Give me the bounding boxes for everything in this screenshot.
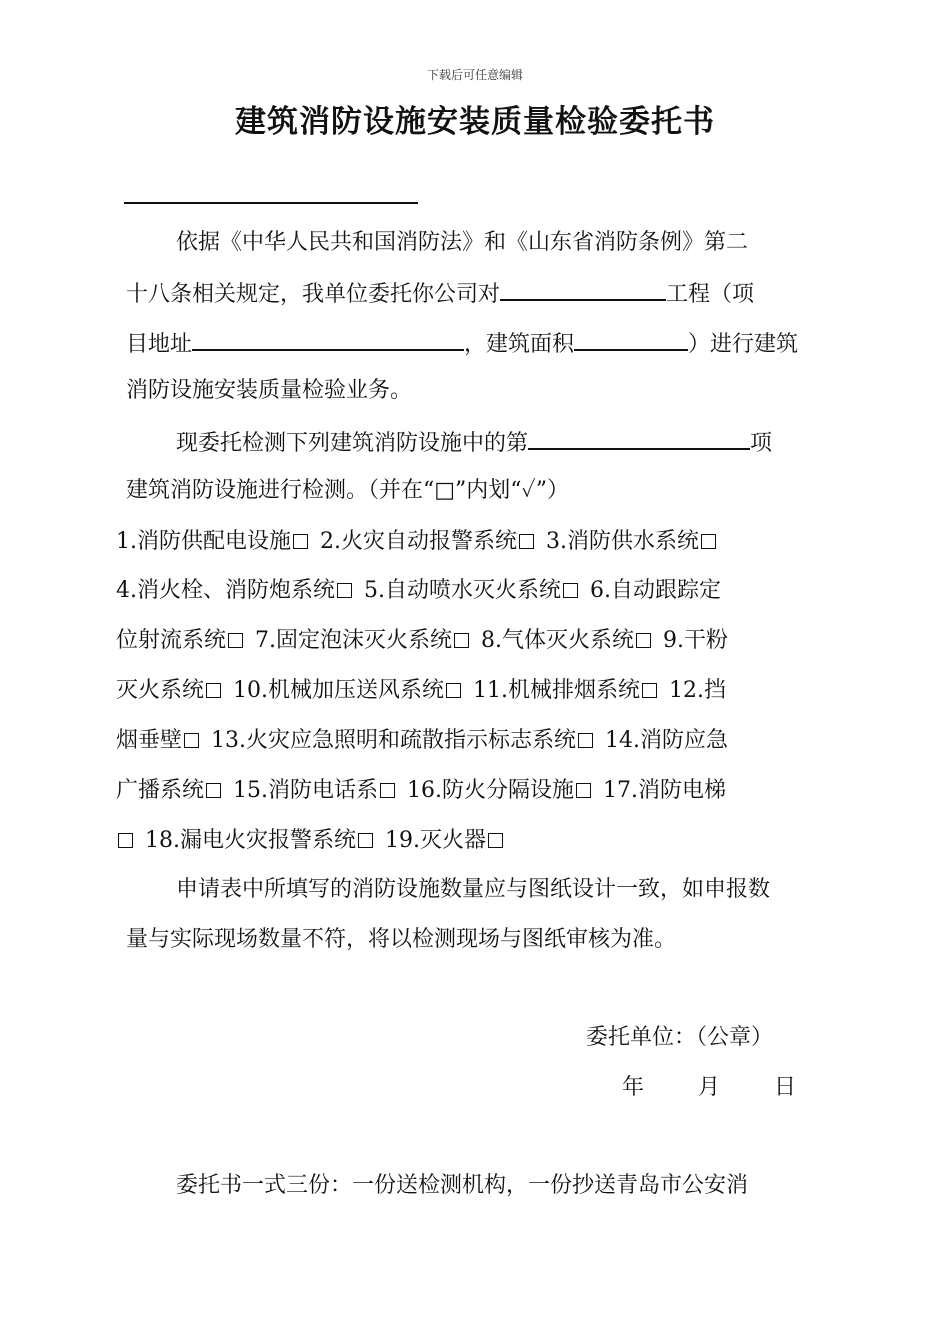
- item-numbers-blank[interactable]: [528, 426, 750, 450]
- items-line6: [116, 776, 726, 806]
- item-label: 广播系统: [116, 778, 205, 803]
- item-6-checkbox[interactable]: [228, 633, 243, 648]
- item-label: 19.灭火器: [385, 828, 486, 853]
- item-label: 16.防火分隔设施: [407, 778, 575, 803]
- item-4-checkbox[interactable]: [337, 583, 352, 598]
- items-line5: [116, 726, 728, 756]
- addressee-blank[interactable]: [124, 202, 418, 204]
- item-label: 3.消防供水系统: [546, 529, 699, 554]
- date-year-label: 年: [622, 1075, 645, 1100]
- items-line4: [116, 676, 726, 706]
- item-label: 13.火灾应急照明和疏散指示标志系统: [211, 728, 577, 753]
- item-label: 烟垂壁: [116, 728, 183, 753]
- item-label: 17.消防电梯: [603, 778, 727, 803]
- footer-text: 委托书一式三份：一份送检测机构，一份抄送青岛市公安消: [176, 1173, 749, 1198]
- para2-text: 建筑消防设施进行检测。（并在“□”内划“✓”）: [126, 478, 569, 503]
- item-19-checkbox[interactable]: [488, 833, 503, 848]
- item-label: 18.漏电火灾报警系统: [145, 828, 356, 853]
- item-label: 1.消防供配电设施: [116, 529, 291, 554]
- item-14-checkbox[interactable]: [206, 783, 221, 798]
- item-label: 8.气体灭火系统: [481, 628, 635, 653]
- item-label: 6.自动跟踪定: [590, 578, 721, 603]
- item-label: 14.消防应急: [605, 728, 729, 753]
- item-3-checkbox[interactable]: [701, 534, 716, 549]
- item-label: 11.机械排烟系统: [473, 678, 641, 703]
- para1-text: 消防设施安装质量检验业务。: [126, 378, 413, 403]
- para1-text: ，建筑面积: [464, 332, 575, 357]
- para1-line3: [126, 327, 798, 360]
- item-15-checkbox[interactable]: [380, 783, 395, 798]
- para1-line4: [126, 376, 412, 406]
- item-8-checkbox[interactable]: [636, 633, 651, 648]
- para1-line1: [176, 228, 748, 258]
- document-title: 建筑消防设施安装质量检验委托书: [235, 104, 715, 140]
- para3-line2: [126, 925, 676, 955]
- item-label: 12.挡: [669, 678, 727, 703]
- para2-text: 项: [750, 431, 773, 456]
- item-12-checkbox[interactable]: [184, 733, 199, 748]
- item-18-checkbox[interactable]: [358, 833, 373, 848]
- item-1-checkbox[interactable]: [293, 534, 308, 549]
- item-10-checkbox[interactable]: [446, 683, 461, 698]
- building-area-blank[interactable]: [574, 327, 688, 351]
- para1-text: ）进行建筑: [688, 332, 799, 357]
- item-label: 5.自动喷水灭火系统: [364, 578, 561, 603]
- para3-text: 申请表中所填写的消防设施数量应与图纸设计一致，如申报数: [176, 877, 771, 902]
- item-16-checkbox[interactable]: [576, 783, 591, 798]
- project-address-blank[interactable]: [192, 327, 464, 351]
- item-label: 位射流系统: [116, 628, 227, 653]
- item-5-checkbox[interactable]: [563, 583, 578, 598]
- signature-date: [622, 1073, 796, 1103]
- para3-text: 量与实际现场数量不符，将以检测现场与图纸审核为准。: [126, 927, 677, 952]
- item-7-checkbox[interactable]: [454, 633, 469, 648]
- para1-text: 目地址: [126, 332, 193, 357]
- item-label: 9.干粉: [663, 628, 729, 653]
- para1-text: 工程（项: [666, 282, 755, 307]
- item-9-checkbox[interactable]: [206, 683, 221, 698]
- para3-line1: [176, 875, 770, 905]
- items-line7: [116, 826, 505, 856]
- item-label: 7.固定泡沫灭火系统: [255, 628, 453, 653]
- para2-line2: [126, 476, 569, 506]
- item-13-checkbox[interactable]: [578, 733, 593, 748]
- project-name-blank[interactable]: [500, 277, 666, 301]
- item-label: 15.消防电话系: [233, 778, 379, 803]
- items-line2: [116, 576, 721, 606]
- para2-line1: [176, 426, 772, 459]
- para1-line2: [126, 277, 754, 310]
- item-17-checkbox[interactable]: [118, 833, 133, 848]
- item-label: 灭火系统: [116, 678, 205, 703]
- header-note: 下载后可任意编辑: [426, 68, 523, 82]
- para1-text: 十八条相关规定，我单位委托你公司对: [126, 282, 501, 307]
- para2-text: 现委托检测下列建筑消防设施中的第: [176, 431, 529, 456]
- item-2-checkbox[interactable]: [519, 534, 534, 549]
- items-line3: [116, 626, 728, 656]
- items-line1: [116, 527, 718, 557]
- item-label: 2.火灾自动报警系统: [320, 529, 517, 554]
- item-label: 4.消火栓、消防炮系统: [116, 578, 335, 603]
- date-month-label: 月: [698, 1075, 721, 1100]
- item-label: 10.机械加压送风系统: [233, 678, 445, 703]
- item-11-checkbox[interactable]: [642, 683, 657, 698]
- date-day-label: 日: [774, 1075, 797, 1100]
- signature-label: 委托单位：（公章）: [586, 1025, 774, 1050]
- para1-text: 依据《中华人民共和国消防法》和《山东省消防条例》第二: [176, 230, 749, 255]
